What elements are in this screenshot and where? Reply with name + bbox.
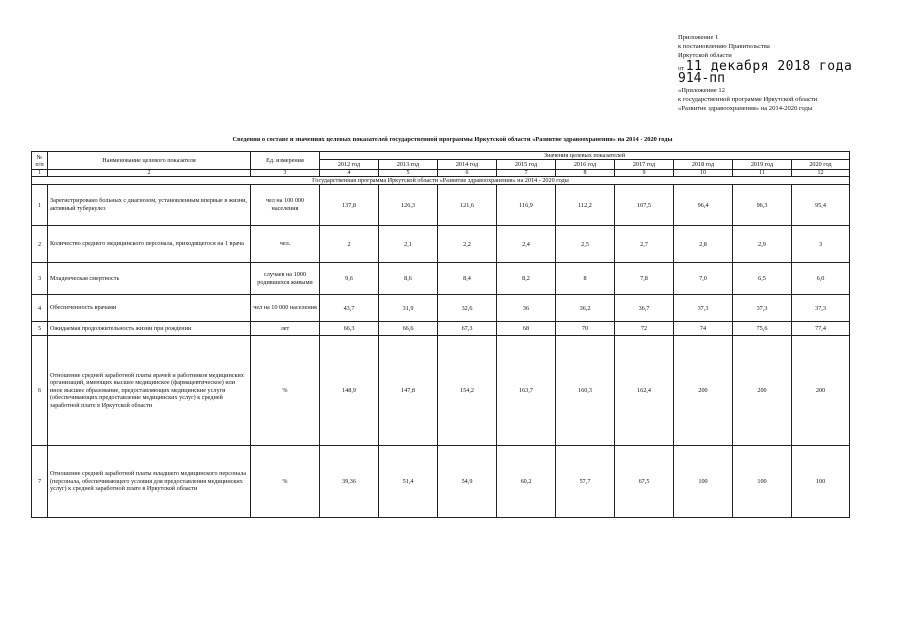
value-cell: 96,3 — [733, 185, 792, 226]
unit-cell: чел. — [251, 226, 320, 263]
value-cell: 2,7 — [615, 226, 674, 263]
column-number: 6 — [438, 170, 497, 177]
program-line-2: «Развитие здравоохранения» на 2014-2020 годы — [678, 105, 813, 112]
value-cell: 51,4 — [379, 446, 438, 518]
value-cell: 116,9 — [497, 185, 556, 226]
value-cell: 6,5 — [733, 263, 792, 295]
unit-cell: чел на 10 000 населения — [251, 295, 320, 322]
value-cell: 200 — [792, 336, 850, 446]
value-cell: 2,9 — [733, 226, 792, 263]
column-number: 2 — [48, 170, 251, 177]
indicator-name: Обеспеченность врачами — [48, 295, 251, 322]
header-unit: Ед. измерения — [251, 152, 320, 170]
column-number: 10 — [674, 170, 733, 177]
value-cell: 2,4 — [497, 226, 556, 263]
value-cell: 72 — [615, 322, 674, 336]
decree-line: к постановлению Правительства — [678, 43, 770, 50]
column-number: 5 — [379, 170, 438, 177]
value-cell: 36,7 — [615, 295, 674, 322]
indicator-name: Зарегистрировано больных с диагнозом, установленным впервые в жизни, активный туберкулез — [48, 185, 251, 226]
year-header: 2017 год — [615, 160, 674, 170]
column-number: 8 — [556, 170, 615, 177]
year-header: 2014 год — [438, 160, 497, 170]
year-header: 2013 год — [379, 160, 438, 170]
value-cell: 6,0 — [792, 263, 850, 295]
decree-number: 914-пп — [678, 71, 725, 86]
value-cell: 31,9 — [379, 295, 438, 322]
unit-cell: чел на 100 000 населения — [251, 185, 320, 226]
value-cell: 200 — [674, 336, 733, 446]
value-cell: 107,5 — [615, 185, 674, 226]
indicator-name: Отношение средней заработной платы врачей и работников медицинских организаций, имеющих высшее медицинское (фармацевтическое) или иное высшее образование, предоставляющих медицинские услуги (обеспечивающих предоставление медицинских услуг) к средней заработной плате в Иркутской области — [48, 336, 251, 446]
value-cell: 75,6 — [733, 322, 792, 336]
value-cell: 112,2 — [556, 185, 615, 226]
column-number: 12 — [792, 170, 850, 177]
value-cell: 100 — [733, 446, 792, 518]
value-cell: 43,7 — [320, 295, 379, 322]
document-title: Сведения о составе и значениях целевых показателей государственной программы Иркутской области «Развитие здравоохранения» на 2014 - 2020 годы — [232, 136, 673, 143]
value-cell: 147,8 — [379, 336, 438, 446]
value-cell: 154,2 — [438, 336, 497, 446]
value-cell: 68 — [497, 322, 556, 336]
value-cell: 39,36 — [320, 446, 379, 518]
appendix2-label: «Приложение 12 — [678, 87, 725, 94]
value-cell: 8,4 — [438, 263, 497, 295]
value-cell: 126,3 — [379, 185, 438, 226]
column-number: 1 — [32, 170, 48, 177]
unit-cell: случаев на 1000 родившихся живыми — [251, 263, 320, 295]
column-number: 4 — [320, 170, 379, 177]
value-cell: 37,3 — [733, 295, 792, 322]
value-cell: 96,4 — [674, 185, 733, 226]
indicator-name: Младенческая смертность — [48, 263, 251, 295]
value-cell: 37,3 — [792, 295, 850, 322]
row-number: 6 — [32, 336, 48, 446]
value-cell: 137,8 — [320, 185, 379, 226]
value-cell: 2 — [320, 226, 379, 263]
value-cell: 70 — [556, 322, 615, 336]
unit-cell: % — [251, 446, 320, 518]
year-header: 2012 год — [320, 160, 379, 170]
table-row — [32, 226, 850, 263]
value-cell: 9,6 — [320, 263, 379, 295]
value-cell: 67,5 — [615, 446, 674, 518]
indicator-name: Отношение средней заработной платы младшего медицинского персонала (персонала, обеспечивающего условия для предоставления медицинских услуг) к средней заработной плате в Иркутской области — [48, 446, 251, 518]
year-header: 2016 год — [556, 160, 615, 170]
indicators-table — [31, 151, 850, 518]
value-cell: 36 — [497, 295, 556, 322]
region-line: Иркутской области — [678, 52, 732, 59]
unit-cell: лет — [251, 322, 320, 336]
header-no: № п/п — [32, 152, 48, 170]
row-number: 3 — [32, 263, 48, 295]
document-header — [678, 33, 898, 113]
value-cell: 8,6 — [379, 263, 438, 295]
value-cell: 74 — [674, 322, 733, 336]
value-cell: 160,3 — [556, 336, 615, 446]
value-cell: 2,1 — [379, 226, 438, 263]
column-number: 3 — [251, 170, 320, 177]
value-cell: 7,0 — [674, 263, 733, 295]
value-cell: 2,2 — [438, 226, 497, 263]
row-number: 4 — [32, 295, 48, 322]
value-cell: 200 — [733, 336, 792, 446]
value-cell: 66,6 — [379, 322, 438, 336]
year-header: 2015 год — [497, 160, 556, 170]
year-header: 2020 год — [792, 160, 850, 170]
value-cell: 8 — [556, 263, 615, 295]
value-cell: 148,9 — [320, 336, 379, 446]
section-title: Государственная программа Иркутской области «Развитие здравоохранения» на 2014 - 2020 годы — [32, 177, 850, 185]
value-cell: 2,8 — [674, 226, 733, 263]
row-number: 7 — [32, 446, 48, 518]
indicator-name: Количество среднего медицинского персонала, приходящегося на 1 врача — [48, 226, 251, 263]
value-cell: 77,4 — [792, 322, 850, 336]
column-number: 7 — [497, 170, 556, 177]
value-cell: 8,2 — [497, 263, 556, 295]
value-cell: 100 — [674, 446, 733, 518]
indicator-name: Ожидаемая продолжительность жизни при рождении — [48, 322, 251, 336]
table-row — [32, 263, 850, 295]
header-name: Наименование целевого показателя — [48, 152, 251, 170]
value-cell: 57,7 — [556, 446, 615, 518]
value-cell: 54,9 — [438, 446, 497, 518]
value-cell: 37,3 — [674, 295, 733, 322]
value-cell: 36,2 — [556, 295, 615, 322]
header-values-group: Значения целевых показателей — [320, 152, 850, 160]
table-row — [32, 446, 850, 518]
value-cell: 32,6 — [438, 295, 497, 322]
value-cell: 95,4 — [792, 185, 850, 226]
date-text: 11 декабря 2018 года — [685, 59, 853, 74]
unit-cell: % — [251, 336, 320, 446]
appendix-label: Приложение 1 — [678, 34, 719, 41]
value-cell: 100 — [792, 446, 850, 518]
table-row — [32, 185, 850, 226]
value-cell: 3 — [792, 226, 850, 263]
row-number: 2 — [32, 226, 48, 263]
row-number: 5 — [32, 322, 48, 336]
value-cell: 7,8 — [615, 263, 674, 295]
value-cell: 2,5 — [556, 226, 615, 263]
program-line-1: к государственной программе Иркутской области — [678, 96, 818, 103]
value-cell: 162,4 — [615, 336, 674, 446]
value-cell: 60,2 — [497, 446, 556, 518]
column-number: 9 — [615, 170, 674, 177]
table-row — [32, 322, 850, 336]
column-number: 11 — [733, 170, 792, 177]
table-row — [32, 336, 850, 446]
date-prefix: от — [678, 65, 685, 72]
table-row — [32, 295, 850, 322]
value-cell: 66,3 — [320, 322, 379, 336]
value-cell: 121,6 — [438, 185, 497, 226]
value-cell: 163,7 — [497, 336, 556, 446]
year-header: 2019 год — [733, 160, 792, 170]
value-cell: 67,3 — [438, 322, 497, 336]
row-number: 1 — [32, 185, 48, 226]
year-header: 2018 год — [674, 160, 733, 170]
